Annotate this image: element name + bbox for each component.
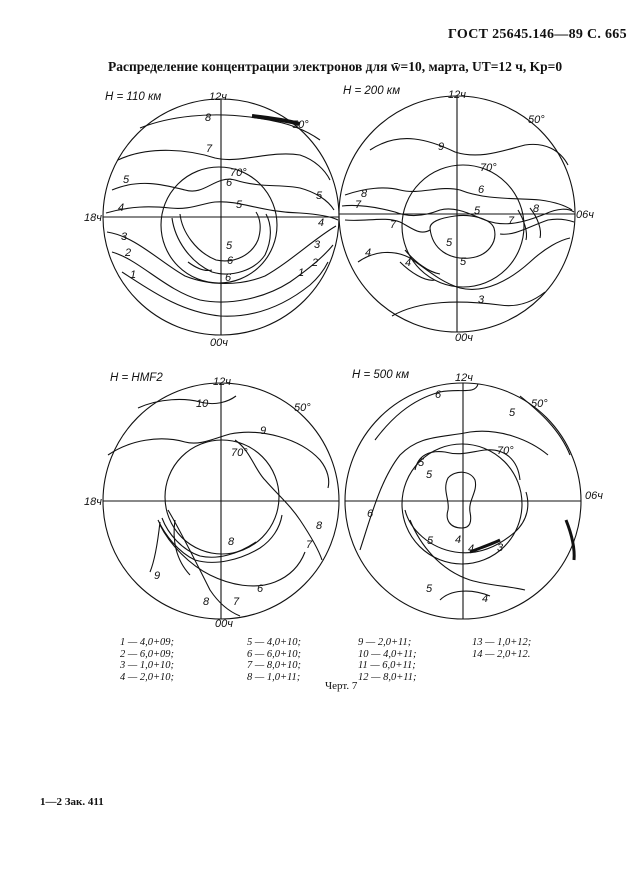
contour-label: 7 — [206, 143, 213, 155]
contour-label: 6 — [435, 389, 442, 401]
legend-item: 12 — 8,0+11; — [358, 671, 417, 683]
legend-item: 4 — 2,0+10; — [120, 671, 175, 683]
plot-110km-labels — [84, 91, 324, 349]
label-06h: 06ч — [576, 209, 594, 221]
contour-label: 8 — [203, 596, 210, 608]
legend-item: 13 — 1,0+12; — [472, 637, 532, 648]
plot-500km — [345, 383, 581, 619]
label-50deg: 50° — [292, 119, 309, 131]
contour-line — [446, 472, 476, 528]
plot-heading: H = 200 км — [343, 85, 401, 97]
contour-label: 9 — [260, 425, 267, 437]
label-00h: 00ч — [455, 332, 473, 344]
contour-label: 1 — [130, 269, 137, 281]
contour-label: 5 — [123, 174, 130, 186]
contour-line — [158, 515, 282, 562]
label-70deg: 70° — [230, 167, 247, 179]
figure-title: Распределение концентрации электронов для w̄=10, марта, UT=12 ч, Kp=0 — [108, 59, 563, 74]
legend-item: 1 — 4,0+09; — [120, 637, 175, 648]
label-50deg: 50° — [528, 114, 545, 126]
contour-label: 5 — [426, 583, 433, 595]
figure-caption: Черт. 7 — [325, 680, 358, 692]
plot-500km-labels — [352, 369, 603, 605]
contour-label: 8 — [228, 536, 235, 548]
contour-label: 3 — [121, 231, 128, 243]
contour-label: 7 — [233, 596, 240, 608]
label-12h: 12ч — [209, 91, 227, 103]
contour-label: 8 — [533, 203, 540, 215]
inner-circle — [402, 165, 524, 287]
contour-thick — [566, 520, 574, 560]
label-00h: 00ч — [210, 337, 228, 349]
legend-item: 7 — 8,0+10; — [247, 660, 302, 671]
contour-label: 5 — [427, 535, 434, 547]
contour-label: 10 — [196, 398, 209, 410]
contour-label: 6 — [225, 272, 232, 284]
contour-label: 7 — [355, 199, 362, 211]
legend-item: 9 — 2,0+11; — [358, 637, 412, 648]
legend-item: 3 — 1,0+10; — [120, 660, 175, 671]
label-00h: 00ч — [215, 618, 233, 630]
contour-label: 5 — [426, 469, 433, 481]
legend-item: 6 — 6,0+10; — [247, 648, 302, 660]
label-70deg: 70° — [231, 447, 248, 459]
contour-line — [360, 431, 548, 550]
plot-heading: H = HMF2 — [110, 372, 163, 384]
plot-200km — [339, 96, 575, 332]
contour-line — [150, 510, 240, 616]
legend-item: 11 — 6,0+11; — [358, 660, 416, 671]
contour-label: 2 — [312, 257, 319, 269]
contour-label: 3 — [314, 239, 321, 251]
contour-label: 7 — [508, 215, 515, 227]
label-12h: 12ч — [448, 89, 466, 101]
contour-label: 4 — [318, 217, 325, 229]
contour-label: 4 — [455, 534, 462, 546]
contour-label: 4 — [118, 202, 125, 214]
contour-label: 1 — [298, 267, 305, 279]
plot-110km — [103, 99, 339, 335]
contour-label: 6 — [367, 508, 374, 520]
contour-label: 5 — [316, 190, 323, 202]
plot-heading: H = 110 км — [105, 91, 162, 103]
contour-label: 9 — [154, 570, 161, 582]
label-70deg: 70° — [497, 445, 514, 457]
contour-label: 5 — [418, 457, 425, 469]
contour-line — [410, 520, 525, 590]
plot-heading: H = 500 км — [352, 369, 410, 381]
label-12h: 12ч — [455, 372, 473, 384]
page-footer: 1—2 Зак. 411 — [40, 796, 104, 808]
contour-line — [370, 139, 568, 165]
contour-label: 5 — [226, 240, 233, 252]
contour-label: 7 — [390, 219, 397, 231]
page-header: ГОСТ 25645.146—89 С. 665 — [448, 27, 627, 42]
contour-label: 8 — [205, 112, 212, 124]
legend-item: 14 — 2,0+12. — [472, 648, 531, 660]
contour-label: 5 — [474, 205, 481, 217]
legend-item: 10 — 4,0+11; — [358, 648, 417, 660]
contour-line — [342, 205, 574, 223]
label-18h: 18ч — [84, 496, 102, 508]
contour-label: 5 — [236, 199, 243, 211]
contour-label: 3 — [478, 294, 485, 306]
legend-column-3 — [358, 637, 417, 683]
label-50deg: 50° — [531, 398, 548, 410]
contour-label: 9 — [438, 141, 445, 153]
contour-label: 4 — [365, 247, 372, 259]
legend-item: 5 — 4,0+10; — [247, 637, 302, 648]
contour-line — [188, 262, 212, 271]
contour-label: 6 — [226, 177, 233, 189]
contour-label: 6 — [257, 583, 264, 595]
contour-label: 3 — [497, 542, 504, 554]
label-12h: 12ч — [213, 376, 231, 388]
contour-line — [180, 212, 260, 261]
legend-column-4 — [472, 637, 531, 660]
contour-label: 5 — [446, 237, 453, 249]
contour-label: 2 — [125, 247, 132, 259]
legend-item: 2 — 6,0+09; — [120, 648, 175, 660]
contour-label: 7 — [306, 539, 313, 551]
contour-label: 8 — [361, 188, 368, 200]
contour-line — [118, 150, 330, 180]
contour-line — [174, 520, 190, 575]
contour-label: 5 — [509, 407, 516, 419]
contour-line — [430, 216, 495, 259]
legend-column-1 — [120, 637, 174, 683]
contour-label: 4 — [468, 543, 475, 555]
plot-hmf2 — [103, 383, 339, 619]
label-50deg: 50° — [294, 402, 311, 414]
contour-label: 4 — [482, 593, 489, 605]
contour-label: 6 — [227, 255, 234, 267]
contour-label: 4 — [405, 257, 412, 269]
contour-label: 5 — [460, 256, 467, 268]
legend-column-2 — [247, 637, 301, 683]
inner-circle — [165, 440, 279, 554]
contour-label: 8 — [316, 520, 323, 532]
label-70deg: 70° — [480, 162, 497, 174]
legend-item: 8 — 1,0+11; — [247, 671, 301, 683]
label-18h: 18ч — [84, 212, 102, 224]
contour-line — [112, 179, 334, 210]
contour-label: 6 — [478, 184, 485, 196]
label-06h: 06ч — [585, 490, 603, 502]
